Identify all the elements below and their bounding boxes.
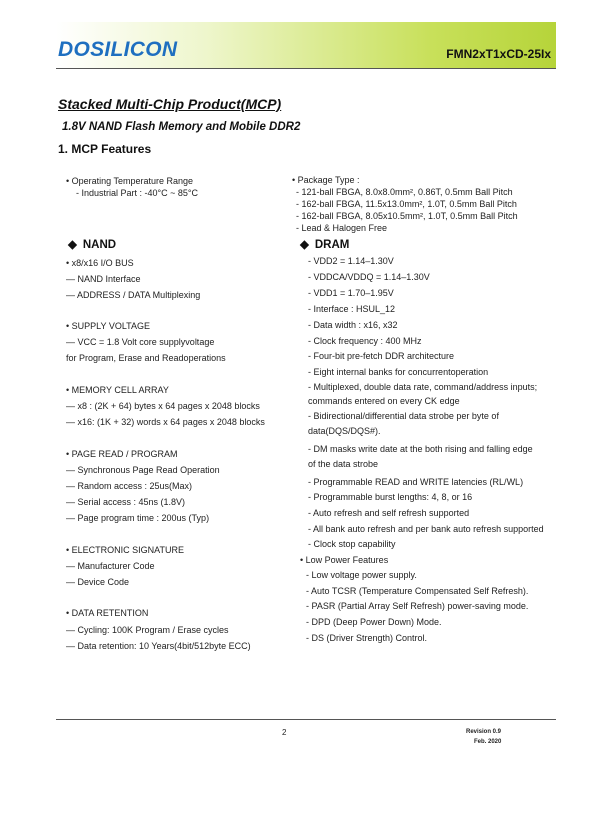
nand-line: • x8/x16 I/O BUS: [66, 258, 134, 268]
header-rule: [56, 68, 556, 69]
dram-line: - Interface : HSUL_12: [308, 304, 396, 314]
temp-range-label: • Operating Temperature Range: [66, 176, 194, 186]
revision: Revision 0.9: [466, 729, 502, 735]
footer-rule: [56, 719, 556, 720]
nand-line: • SUPPLY VOLTAGE: [66, 321, 151, 331]
dram-line: - PASR (Partial Array Self Refresh) power-saving mode.: [306, 601, 529, 611]
page-subtitle: 1.8V NAND Flash Memory and Mobile DDR2: [62, 121, 301, 133]
page-number: 2: [282, 728, 287, 737]
package-item: - 162-ball FBGA, 8.05x10.5mm², 1.0T, 0.5mm Ball Pitch: [296, 211, 518, 221]
package-item: - 162-ball FBGA, 11.5x13.0mm², 1.0T, 0.5mm Ball Pitch: [296, 199, 517, 209]
dram-line: - Clock frequency : 400 MHz: [308, 336, 422, 346]
nand-line: — Manufacturer Code: [66, 561, 155, 571]
dram-line: - VDD2 = 1.14–1.30V: [308, 256, 394, 266]
dram-heading: ◆ DRAM: [300, 239, 350, 251]
dram-line: - VDDCA/VDDQ = 1.14–1.30V: [308, 272, 430, 282]
dram-line: - DPD (Deep Power Down) Mode.: [306, 617, 442, 627]
dram-line: • Low Power Features: [300, 555, 389, 565]
page-title: Stacked Multi-Chip Product(MCP): [58, 96, 282, 112]
dram-line: - Four-bit pre-fetch DDR architecture: [308, 351, 455, 361]
revision-date: Feb. 2020: [474, 739, 502, 745]
dram-line: commands entered on every CK edge: [308, 396, 460, 406]
nand-line: • MEMORY CELL ARRAY: [66, 385, 169, 395]
nand-heading: ◆ NAND: [68, 239, 117, 251]
nand-line: — Page program time : 200us (Typ): [66, 513, 210, 523]
package-item: - Lead & Halogen Free: [296, 223, 388, 233]
package-item: - 121-ball FBGA, 8.0x8.0mm², 0.86T, 0.5mm Ball Pitch: [296, 187, 513, 197]
nand-line: — Device Code: [66, 577, 130, 587]
dram-line: - Programmable burst lengths: 4, 8, or 16: [308, 492, 473, 502]
dram-line: - Eight internal banks for concurrentoperation: [308, 367, 489, 377]
nand-line: • PAGE READ / PROGRAM: [66, 449, 178, 459]
dram-line: - Auto refresh and self refresh supported: [308, 508, 470, 518]
nand-line: — Serial access : 45ns (1.8V): [66, 497, 186, 507]
nand-line: — Random access : 25us(Max): [66, 481, 193, 491]
dram-line: - DM masks write date at the both rising and falling edge: [308, 444, 533, 454]
diamond-icon: ◆: [300, 239, 309, 251]
dram-line: data(DQS/DQS#).: [308, 426, 381, 436]
dram-line: - Clock stop capability: [308, 539, 396, 549]
nand-line: — Cycling: 100K Program / Erase cycles: [66, 625, 229, 635]
dram-line: - Programmable READ and WRITE latencies (RL/WL): [308, 477, 524, 487]
dram-line: of the data strobe: [308, 459, 379, 469]
dram-line: - DS (Driver Strength) Control.: [306, 633, 428, 643]
dram-line: - Auto TCSR (Temperature Compensated Self Refresh).: [306, 586, 529, 596]
dram-line: - VDD1 = 1.70–1.95V: [308, 288, 394, 298]
nand-line: for Program, Erase and Readoperations: [66, 353, 226, 363]
nand-line: — x16: (1K + 32) words x 64 pages x 2048 blocks: [66, 417, 265, 427]
dram-line: - Bidirectional/differential data strobe per byte of: [308, 411, 499, 421]
section-title: 1. MCP Features: [58, 142, 152, 156]
dram-line: - Low voltage power supply.: [306, 570, 417, 580]
package-type-label: • Package Type :: [292, 175, 360, 185]
nand-line: — ADDRESS / DATA Multiplexing: [66, 290, 201, 300]
part-number: FMN2xT1xCD-25Ix: [446, 47, 551, 61]
nand-line: — x8 : (2K + 64) bytes x 64 pages x 2048 blocks: [66, 401, 260, 411]
nand-line: — Synchronous Page Read Operation: [66, 465, 220, 475]
nand-line: — Data retention: 10 Years(4bit/512byte ECC): [66, 641, 251, 651]
nand-line: • DATA RETENTION: [66, 608, 149, 618]
dram-line: - Multiplexed, double data rate, command/address inputs;: [308, 382, 538, 392]
temp-industrial: - Industrial Part : -40°C ~ 85°C: [76, 188, 198, 198]
nand-line: — NAND Interface: [66, 274, 141, 284]
company-logo: DOSILICON: [58, 38, 178, 61]
diamond-icon: ◆: [68, 239, 77, 251]
nand-line: • ELECTRONIC SIGNATURE: [66, 545, 184, 555]
dram-line: - All bank auto refresh and per bank auto refresh supported: [308, 524, 544, 534]
dram-line: - Data width : x16, x32: [308, 320, 398, 330]
nand-line: — VCC = 1.8 Volt core supplyvoltage: [66, 337, 215, 347]
